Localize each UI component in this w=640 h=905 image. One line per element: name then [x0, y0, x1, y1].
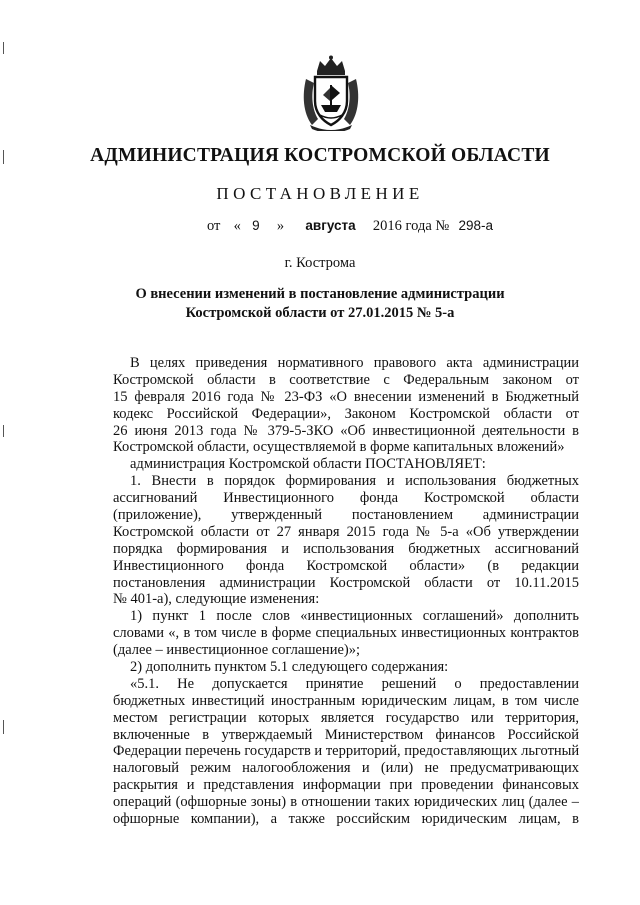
body-line: офшорные компании), а также российским юридическим лицам, в — [113, 811, 579, 828]
body-line: включенные в утверждаемый Министерством финансов Российской — [113, 726, 579, 743]
body-line: В целях приведения нормативного правового акта администрации — [130, 355, 579, 371]
body-line: операций (офшорные зоны) в отношении таких юридических лиц (далее – — [113, 794, 579, 811]
body-line: 1. Внести в порядок формирования и использования бюджетных — [130, 473, 579, 490]
body-line: словами «, в том числе в форме специальных инвестиционных контрактов — [113, 625, 579, 642]
body-line: порядка формирования и использования бюджетных ассигнований — [113, 540, 579, 557]
organization-title: АДМИНИСТРАЦИЯ КОСТРОМСКОЙ ОБЛАСТИ — [90, 145, 550, 166]
body-line: 15 февраля 2016 года № 23-ФЗ «О внесении изменений в Бюджетный — [113, 388, 579, 405]
body-line: бюджетных инвестиций иностранным юридическим лицам, в том числе — [113, 692, 579, 709]
scan-mark — [3, 42, 4, 54]
body-line: 26 июня 2013 года № 379-5-ЗКО «Об инвестиционной деятельности в — [113, 422, 579, 439]
body-line: ассигнований Инвестиционного фонда Костромской области — [113, 490, 579, 507]
body-line: Костромской области от 27 января 2015 года № 5-а «Об утверждении — [113, 523, 579, 540]
document-body — [113, 355, 579, 828]
body-line: «5.1. Не допускается принятие решений о предоставлении — [130, 675, 579, 692]
subject-line-2: Костромской области от 27.01.2015 № 5-а — [185, 305, 455, 321]
date-close-quote: » — [276, 218, 285, 234]
body-line: (далее – инвестиционное соглашение)»; — [113, 642, 360, 659]
scan-mark — [3, 720, 4, 734]
body-line: (приложение), утвержденный постановлением администрации — [113, 507, 579, 524]
date-year: 2016 года № — [372, 218, 450, 234]
scan-mark — [3, 425, 4, 437]
document-number: 298-а — [458, 218, 494, 233]
subject-line-1: О внесении изменений в постановление администрации — [135, 286, 505, 302]
body-line: налоговый режим налогообложения и (или) не предусматривающих — [113, 760, 579, 777]
body-line: администрация Костромской области ПОСТАНОВЛЯЕТ: — [130, 456, 486, 473]
date-day: 9 — [252, 218, 260, 233]
document-type: ПОСТАНОВЛЕНИЕ — [216, 184, 424, 203]
body-line: постановления администрации Костромской области от 10.11.2015 — [113, 574, 579, 591]
document-date-line — [207, 218, 493, 235]
body-line: № 401-а), следующие изменения: — [113, 591, 320, 608]
date-month: августа — [305, 218, 356, 233]
body-line: Федерации перечень государств и территорий, предоставляющих льготный — [113, 743, 579, 760]
body-line: Костромской области, осуществляемой в форме капитальных вложений» — [113, 439, 565, 456]
coat-of-arms-icon — [300, 55, 362, 131]
body-line: раскрытия и представления информации при проведении финансовых — [113, 777, 579, 794]
body-line: кодекс Российской Федерации», Законом Костромской области от — [113, 405, 579, 422]
date-prefix: от — [207, 218, 221, 234]
date-open-quote: « — [233, 218, 241, 234]
city-name: г. Кострома — [284, 255, 356, 271]
body-line: Инвестиционного фонда Костромской области» (в редакции — [113, 557, 579, 574]
body-line: местом регистрации которых является государство или территория, — [113, 709, 579, 726]
body-line: 1) пункт 1 после слов «инвестиционных соглашений» дополнить — [130, 608, 579, 625]
body-line: Костромской области в соответствие с Федеральным законом от — [113, 371, 579, 388]
body-line: 2) дополнить пунктом 5.1 следующего содержания: — [130, 659, 449, 676]
